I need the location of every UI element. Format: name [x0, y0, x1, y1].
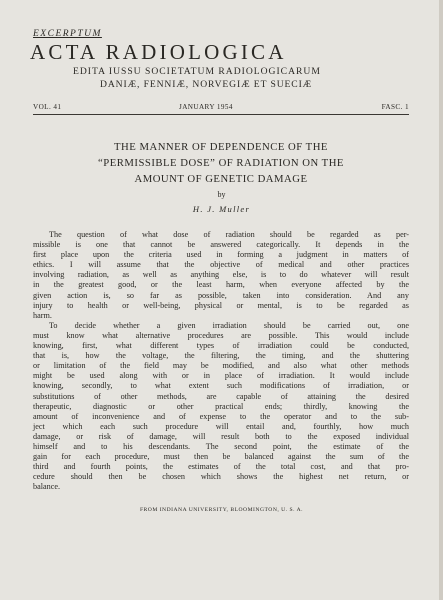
body-line: damage, or risk of damage, will result both to the exposed individual	[33, 431, 409, 441]
issue-date: JANUARY 1954	[179, 103, 233, 111]
journal-title: ACTA RADIOLOGICA	[30, 40, 287, 64]
body-line: ject which each such procedure will entail and, fourthly, how much	[33, 421, 409, 431]
body-line: balance.	[33, 482, 61, 492]
body-line: ethics. I will assume that the objective of medical and other practices	[33, 260, 409, 270]
body-line: must know what alternative procedures are possible. This would include	[33, 330, 409, 340]
body-line: knowing, secondly, to what extent such modifications of irradiation, or	[33, 381, 409, 391]
countries-line: DANIÆ, FENNIÆ, NORVEGIÆ ET SUECIÆ	[100, 79, 313, 90]
header-rule	[33, 114, 409, 115]
article-body	[33, 230, 409, 492]
body-line: in the greatest good, or the least harm, when everyone affected by the	[33, 280, 409, 290]
body-line: injury to health or well-being, physical or mental, is to be regarded as	[33, 300, 409, 310]
body-line: third and fourth points, the estimates of the total cost, and that pro-	[33, 462, 409, 472]
body-line: might be used along with or in place of irradiation. It would include	[33, 371, 409, 381]
title-line: THE MANNER OF DEPENDENCE OF THE	[114, 141, 328, 153]
body-line: To decide whether a given irradiation should be carried out, one	[49, 320, 409, 330]
body-line: therapeutic, diagnostic or other practical ends; thirdly, knowing the	[33, 401, 409, 411]
body-line: The question of what dose of radiation should be regarded as per-	[49, 230, 409, 239]
body-line: involving radiation, as well as anything else, is to do whatever will result	[33, 270, 409, 280]
body-line: that is, how the voltage, the filtering, the timing, and the shuttering	[33, 351, 409, 361]
title-line: “PERMISSIBLE DOSE” OF RADIATION ON THE	[98, 157, 344, 169]
affiliation-footer: FROM INDIANA UNIVERSITY, BLOOMINGTON, U. S. A.	[139, 507, 304, 513]
author-name: H. J. Muller	[192, 204, 251, 214]
body-line: knowing, first, what different types of irradiation could be conducted,	[33, 341, 409, 351]
body-line: harm.	[33, 310, 52, 320]
body-line: gain for each procedure, must then be balanced against the sum of the	[33, 452, 409, 462]
society-line: EDITA IUSSU SOCIETATUM RADIOLOGICARUM	[73, 66, 321, 77]
body-line: or limitation of the field may be modified, and also what other methods	[33, 361, 409, 371]
volume-label: VOL. 41	[33, 103, 62, 111]
fascicle-label: FASC. 1	[381, 103, 409, 111]
byline-by: by	[217, 190, 226, 199]
article-title	[40, 139, 402, 187]
excerptum-label: EXCERPTUM	[33, 29, 102, 39]
body-line: himself and to his descendants. The second point, the estimate of the	[33, 441, 409, 451]
body-line: amount of inconvenience and of expense to the operator and to the sub-	[33, 411, 409, 421]
body-line: first place upon the criteria used in forming a judgment in matters of	[33, 250, 409, 260]
body-line: missible is one that cannot be answered categorically. It depends in the	[33, 240, 409, 250]
body-line: substitutions of other methods, are capable of attaining the desired	[33, 391, 409, 401]
body-line: cedure should then be chosen which shows the highest net return, or	[33, 472, 409, 482]
body-line: given action is, so far as possible, taken into consideration. And any	[33, 290, 409, 300]
title-line: AMOUNT OF GENETIC DAMAGE	[134, 173, 308, 185]
